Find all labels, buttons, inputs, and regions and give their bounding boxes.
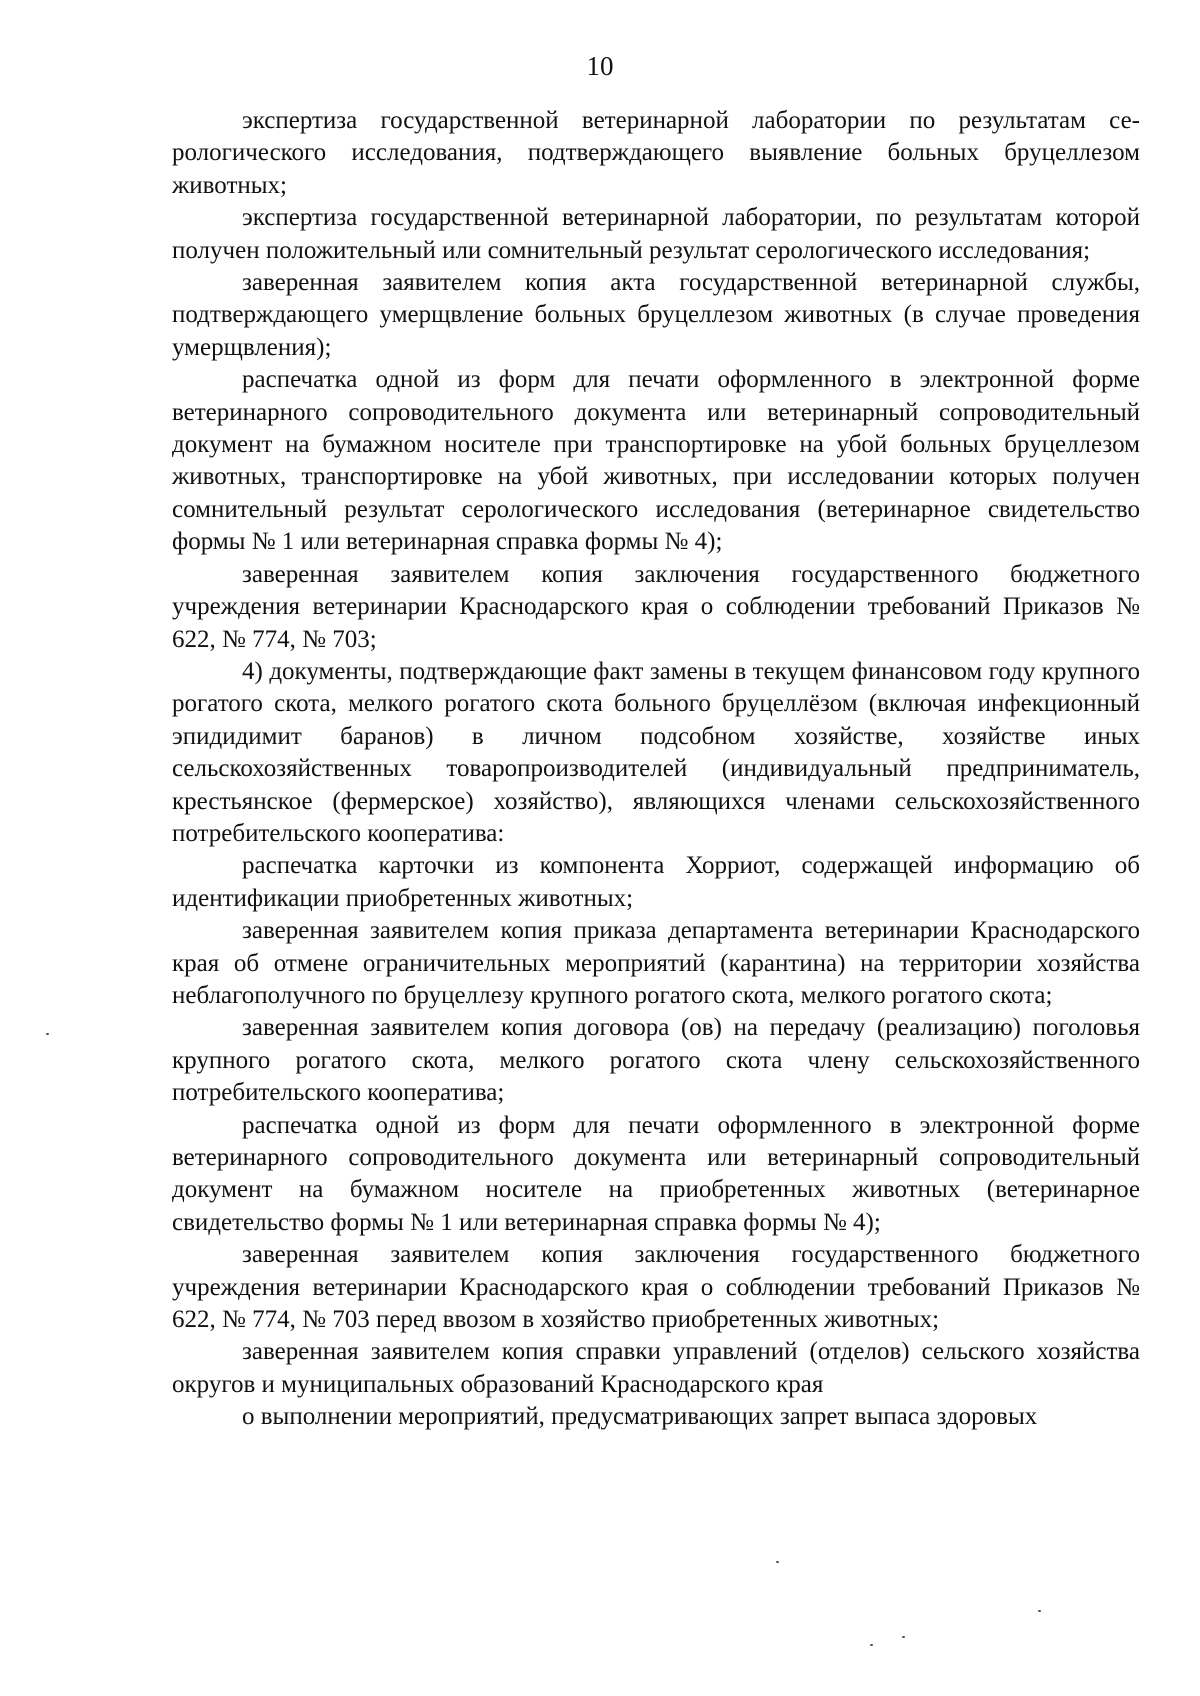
paragraph-euthanasia-act-copy: заверенная заявителем копия акта государственной ветеринарной службы, подтверждающего умерщвление больных бруцеллезом животных (в случае проведения умерщвления);	[172, 269, 1140, 361]
paragraph-replacement-documents-heading: 4) документы, подтверждающие факт замены в текущем финансовом году крупного рогатого скота, мелкого рогатого скота больного бруцеллёзом (включая инфекционный эпидидимит баранов) в личном подсобном хозяйстве, хозяйстве иных сельскохозяйственных товаропроизводителей (индивидуальный предприниматель, крестьянское (фермерское) хозяйство), являющихся членами сельскохозяйственного потребительского кооператива:	[172, 657, 1140, 847]
paragraph-livestock-transfer-contract: заверенная заявителем копия договора (ов) на передачу (реализацию) поголовья крупного рогатого скота, мелкого рогатого скота члену сельскохозяйственного потребительского кооператива;	[172, 1014, 1140, 1107]
paragraph-quarantine-cancellation-order: заверенная заявителем копия приказа департамента ветеринарии Краснодарского края об отмене ограничительных мероприятий (карантина) на территории хозяйства неблагополучного по бруцеллезу крупного рогатого скота, мелкого рогатого скота;	[172, 917, 1140, 1009]
scan-speck	[1038, 1610, 1041, 1612]
paragraph-lab-expertise-positive: экспертиза государственной ветеринарной лаборатории по результатам серологического исследования, подтверждающего выявление больных бруцеллезом животных;	[172, 107, 1140, 199]
scan-speck	[870, 1644, 873, 1646]
paragraph-horriot-card-printout: распечатка карточки из компонента Хорриот, содержащей информацию об идентификации приобретенных животных;	[172, 852, 1140, 912]
scan-speck	[776, 1561, 779, 1563]
paragraph-vet-document-printout: распечатка одной из форм для печати оформленного в электронной форме ветеринарного сопроводительного документа или ветеринарный сопроводительный документ на бумажном носителе при транспортировке на убой больных бруцеллезом животных, транспортировке на убой животных, при исследовании которых получен сомнительный результат серологического исследования (ветеринарное свидетельство формы № 1 или ветеринарная справка формы № 4);	[172, 366, 1140, 556]
paragraph-agriculture-office-certificate: заверенная заявителем копия справки управлений (отделов) сельского хозяйства округов и муниципальных образований Краснодарского края	[172, 1338, 1140, 1398]
paragraph-conclusion-before-import: заверенная заявителем копия заключения государственного бюджетного учреждения ветеринарии Краснодарского края о соблюдении требований Приказов № 622, № 774, № 703 перед ввозом в хозяйство приобретенных животных;	[172, 1241, 1140, 1334]
page-number: 10	[586, 51, 614, 81]
document-body	[172, 105, 1140, 1434]
paragraph-grazing-ban-measures: о выполнении мероприятий, предусматривающих запрет выпаса здоровых	[242, 1403, 1038, 1431]
paragraph-lab-expertise-doubtful: экспертиза государственной ветеринарной лаборатории, по результатам которой получен положительный или сомнительный результат серологического исследования;	[172, 204, 1140, 264]
paragraph-acquired-animals-vet-document: распечатка одной из форм для печати оформленного в электронной форме ветеринарного сопроводительного документа или ветеринарный сопроводительный документ на бумажном носителе на приобретенных животных (ветеринарное свидетельство формы № 1 или ветеринарная справка формы № 4);	[172, 1111, 1140, 1236]
scan-speck	[46, 1033, 49, 1035]
scan-speck	[902, 1636, 905, 1638]
paragraph-vet-institution-conclusion: заверенная заявителем копия заключения государственного бюджетного учреждения ветеринарии Краснодарского края о соблюдении требований Приказов № 622, № 774, № 703;	[172, 560, 1140, 653]
